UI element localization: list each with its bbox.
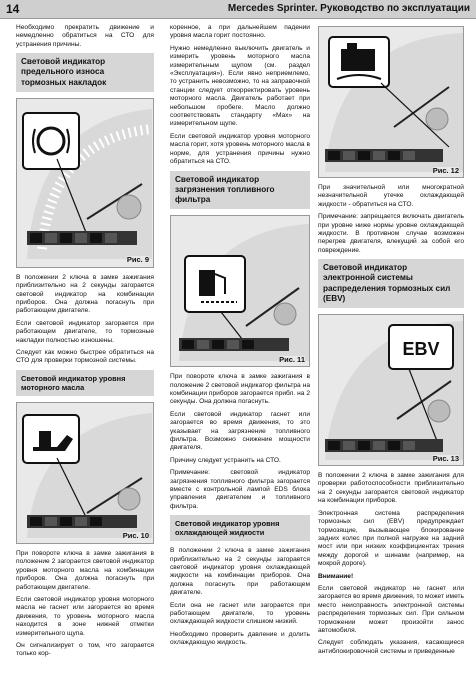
figure-caption: Рис. 13 bbox=[432, 453, 459, 463]
paragraph: Он сигнализирует о том, что загорается только кор- bbox=[16, 641, 154, 658]
figure-10 bbox=[16, 402, 154, 544]
note-paragraph: Примечание: световой индикатор загрязнения топливного фильтра загорается вместе с контрольной лампой EDS блока управления двигателем и топливного фильтра. bbox=[170, 469, 310, 510]
paragraph: Если световой индикатор уровня моторного масла не гаснет или загорается во время движения, то уровень моторного масла находится в зоне нижней отметки измерительного щупа. bbox=[16, 595, 154, 637]
figure-11 bbox=[170, 215, 310, 367]
paragraph: Если она не гаснет или загорается при работающем двигателе, то уровень охлаждающей жидкости слишком низкий. bbox=[170, 601, 310, 626]
column-2 bbox=[170, 24, 310, 652]
paragraph: Нужно немедленно выключить двигатель и измерить уровень моторного масла измерительным щупом (см. раздел «Эксплуатация»). Если явно неприемлемо, то устранить невозможно, то на заправочной станции следует откорректировать уровень моторного масла. Двигатель работает при небольшом пробеге. Масло должно соответствовать стандарту «Max» на измерительном щупе. bbox=[170, 44, 310, 128]
page-title: Mercedes Sprinter. Руководство по эксплуатации bbox=[227, 3, 470, 14]
paragraph: Необходимо проверить давление и долить охлаждающую жидкость. bbox=[170, 630, 310, 647]
paragraph: Причину следует устранить на СТО. bbox=[170, 456, 281, 464]
column-1 bbox=[16, 24, 154, 663]
paragraph: Если световой индикатор гаснет или загорается во время движения, то это указывает на загрязнение топливного фильтра. Возможно снижение мощности двигателя. bbox=[170, 410, 310, 452]
dashboard-illustration bbox=[171, 216, 310, 366]
paragraph: В положении 2 ключа в замке зажигания для проверки работоспособности приблизительно на 2 секунды загорается световой индикатор на комбинации приборов. bbox=[318, 472, 464, 505]
indicator-zoom bbox=[23, 113, 79, 169]
paragraph: При повороте ключа в замке зажигания в положение 2 загорается световой индикатор уровня моторного масла на комбинации приборов. Она должна погаснуть при работающем двигателе. bbox=[16, 549, 154, 591]
section-heading-oil-level: Световой индикатор уровня моторного масла bbox=[16, 370, 154, 396]
paragraph: Следует соблюдать указания, касающиеся антиблокировочной системы и приведенные bbox=[318, 639, 464, 655]
figure-13 bbox=[318, 314, 464, 466]
paragraph: Если световой индикатор не гаснет или загорается во время движения, то может иметь место неисправность электронной системы распределения тормозных сил. При сильном торможении может произойти занос автомобиля. bbox=[318, 584, 464, 634]
dashboard-illustration bbox=[319, 27, 464, 177]
figure-12 bbox=[318, 26, 464, 178]
figure-caption: Рис. 10 bbox=[122, 531, 149, 541]
paragraph: Электронная система распределения тормозных сил (EBV) предупреждает тормозящие, вызывающее блокирование задних колес при полной нагрузке на задний мост или при низких коэффициентах трения между дорогой и шинами (например, на мокрой дороге). bbox=[318, 509, 464, 568]
section-heading-fuel-filter: Световой индикатор загрязнения топливного фильтра bbox=[170, 171, 310, 210]
section-heading-brake-pads: Световой индикатор предельного износа тормозных накладок bbox=[16, 53, 154, 92]
section-heading-ebv: Световой индикатор электронной системы распределения тормозных сил (EBV) bbox=[318, 259, 464, 308]
page-header bbox=[0, 0, 476, 19]
figure-caption: Рис. 9 bbox=[126, 255, 149, 265]
figure-caption: Рис. 12 bbox=[432, 165, 459, 175]
column-3 bbox=[318, 24, 464, 660]
paragraph: Следует как можно быстрее обратиться на СТО для проверки тормозной системы. bbox=[16, 349, 154, 365]
paragraph: Если световой индикатор уровня моторного масла горит, хотя уровень моторного масла в норме, для устранения причины нужно обратиться на СТО. bbox=[170, 132, 310, 166]
dashboard-illustration bbox=[319, 315, 464, 465]
coolant-icon bbox=[341, 49, 375, 71]
figure-9 bbox=[16, 98, 154, 268]
warning-heading: Внимание! bbox=[318, 572, 354, 580]
dashboard-illustration bbox=[17, 99, 154, 267]
note-paragraph: Примечание: запрещается включать двигатель при уровне ниже нормы уровне охлаждающей жидкости. В противном случае возможен перегрев двигателя, влекущий за собой его повреждение. bbox=[318, 213, 464, 254]
figure-caption: Рис. 11 bbox=[279, 354, 305, 364]
fuel-filter-icon bbox=[199, 270, 215, 296]
paragraph: Если световой индикатор загорается при работающем двигателе, то тормозные накладки полностью изношены. bbox=[16, 319, 154, 344]
ebv-icon-label: EBV bbox=[402, 339, 440, 360]
paragraph: В положении 2 ключа в замке зажигания приблизительно на 2 секунды загорается световой индикатор на комбинации приборов. Она должна погаснуть при работающем двигателе. bbox=[16, 273, 154, 315]
paragraph: Необходимо прекратить движение и немедленно обратиться на СТО для устранения причины. bbox=[16, 24, 154, 48]
paragraph: коренное, а при дальнейшем падении уровня масла горит постоянно. bbox=[170, 24, 310, 40]
dashboard-illustration bbox=[17, 403, 154, 543]
page-number: 14 bbox=[6, 2, 20, 16]
section-heading-coolant: Световой индикатор уровня охлаждающей жидкости bbox=[170, 515, 310, 541]
paragraph: При повороте ключа в замке зажигания в положение 2 световой индикатор фильтра на комбинации приборов загорается прибл. на 2 секунды. Она должна погаснуть. bbox=[170, 373, 310, 406]
paragraph: При значительной или многократной незначительной утечке охлаждающей жидкости - обратиться на СТО. bbox=[318, 184, 464, 208]
paragraph: В положении 2 ключа в замке зажигания приблизительно на 2 секунды загорается световой индикатор уровня охлаждающей жидкости на комбинации приборов. Она должна погаснуть при работающем двигателе. bbox=[170, 547, 310, 597]
